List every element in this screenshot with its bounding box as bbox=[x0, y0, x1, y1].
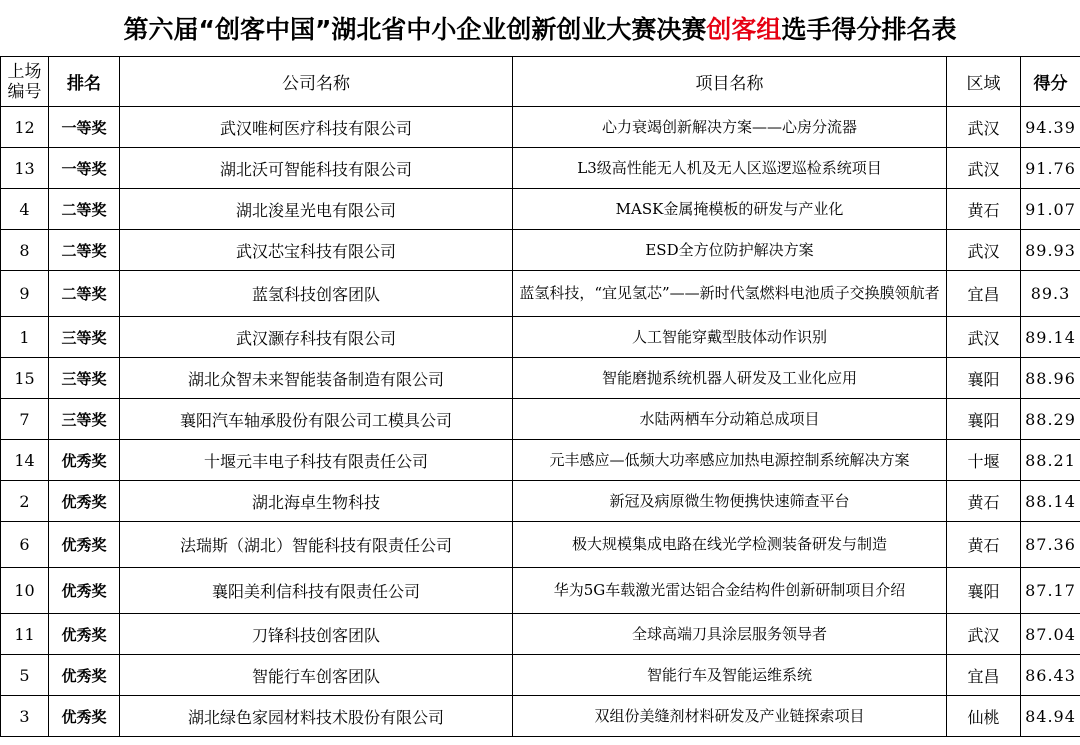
cell-no: 13 bbox=[1, 148, 49, 189]
cell-no: 6 bbox=[1, 522, 49, 568]
table-body bbox=[1, 107, 1080, 737]
cell-project: 水陆两栖车分动箱总成项目 bbox=[513, 399, 947, 440]
cell-project: 华为5G车载激光雷达铝合金结构件创新研制项目介绍 bbox=[513, 568, 947, 614]
cell-score: 91.07 bbox=[1021, 189, 1080, 230]
cell-rank: 二等奖 bbox=[49, 271, 120, 317]
cell-rank: 二等奖 bbox=[49, 189, 120, 230]
cell-company: 十堰元丰电子科技有限责任公司 bbox=[120, 440, 513, 481]
header-region: 区域 bbox=[947, 57, 1021, 107]
cell-company: 武汉芯宝科技有限公司 bbox=[120, 230, 513, 271]
cell-score: 88.96 bbox=[1021, 358, 1080, 399]
header-no: 上场编号 bbox=[1, 57, 49, 107]
cell-company: 刀锋科技创客团队 bbox=[120, 614, 513, 655]
cell-region: 宜昌 bbox=[947, 655, 1021, 696]
cell-no: 15 bbox=[1, 358, 49, 399]
table-row bbox=[1, 148, 1080, 189]
cell-company: 智能行车创客团队 bbox=[120, 655, 513, 696]
table-row bbox=[1, 522, 1080, 568]
cell-rank: 三等奖 bbox=[49, 399, 120, 440]
table-row bbox=[1, 696, 1080, 737]
cell-company: 武汉唯柯医疗科技有限公司 bbox=[120, 107, 513, 148]
header-rank: 排名 bbox=[49, 57, 120, 107]
cell-project: 全球高端刀具涂层服务领导者 bbox=[513, 614, 947, 655]
table-row bbox=[1, 358, 1080, 399]
cell-region: 武汉 bbox=[947, 230, 1021, 271]
cell-region: 武汉 bbox=[947, 317, 1021, 358]
cell-project: MASK金属掩模板的研发与产业化 bbox=[513, 189, 947, 230]
cell-company: 武汉灏存科技有限公司 bbox=[120, 317, 513, 358]
cell-project: 人工智能穿戴型肢体动作识别 bbox=[513, 317, 947, 358]
table-row bbox=[1, 399, 1080, 440]
cell-rank: 优秀奖 bbox=[49, 440, 120, 481]
page-title bbox=[0, 0, 1080, 56]
cell-company: 湖北海卓生物科技 bbox=[120, 481, 513, 522]
table-row bbox=[1, 107, 1080, 148]
cell-region: 武汉 bbox=[947, 614, 1021, 655]
table-row bbox=[1, 230, 1080, 271]
cell-no: 5 bbox=[1, 655, 49, 696]
cell-score: 86.43 bbox=[1021, 655, 1080, 696]
cell-rank: 一等奖 bbox=[49, 148, 120, 189]
cell-no: 4 bbox=[1, 189, 49, 230]
cell-region: 黄石 bbox=[947, 189, 1021, 230]
cell-company: 湖北绿色家园材料技术股份有限公司 bbox=[120, 696, 513, 737]
cell-region: 仙桃 bbox=[947, 696, 1021, 737]
cell-no: 11 bbox=[1, 614, 49, 655]
ranking-table bbox=[0, 56, 1080, 737]
cell-company: 湖北众智未来智能装备制造有限公司 bbox=[120, 358, 513, 399]
table-header-row bbox=[1, 57, 1080, 107]
cell-score: 87.04 bbox=[1021, 614, 1080, 655]
cell-region: 武汉 bbox=[947, 107, 1021, 148]
cell-project: 极大规模集成电路在线光学检测装备研发与制造 bbox=[513, 522, 947, 568]
cell-score: 89.3 bbox=[1021, 271, 1080, 317]
cell-project: 元丰感应—低频大功率感应加热电源控制系统解决方案 bbox=[513, 440, 947, 481]
cell-score: 88.14 bbox=[1021, 481, 1080, 522]
cell-score: 91.76 bbox=[1021, 148, 1080, 189]
cell-region: 襄阳 bbox=[947, 358, 1021, 399]
table-row bbox=[1, 481, 1080, 522]
cell-company: 襄阳汽车轴承股份有限公司工模具公司 bbox=[120, 399, 513, 440]
cell-no: 12 bbox=[1, 107, 49, 148]
cell-rank: 优秀奖 bbox=[49, 614, 120, 655]
cell-score: 87.17 bbox=[1021, 568, 1080, 614]
cell-company: 湖北浚星光电有限公司 bbox=[120, 189, 513, 230]
cell-project: 智能行车及智能运维系统 bbox=[513, 655, 947, 696]
cell-region: 襄阳 bbox=[947, 399, 1021, 440]
table-row bbox=[1, 568, 1080, 614]
table-row bbox=[1, 189, 1080, 230]
cell-score: 94.39 bbox=[1021, 107, 1080, 148]
cell-no: 2 bbox=[1, 481, 49, 522]
cell-no: 1 bbox=[1, 317, 49, 358]
cell-region: 十堰 bbox=[947, 440, 1021, 481]
cell-region: 襄阳 bbox=[947, 568, 1021, 614]
cell-score: 89.93 bbox=[1021, 230, 1080, 271]
table-row bbox=[1, 271, 1080, 317]
cell-rank: 二等奖 bbox=[49, 230, 120, 271]
cell-no: 14 bbox=[1, 440, 49, 481]
title-highlight: 创客组 bbox=[706, 15, 782, 44]
cell-no: 9 bbox=[1, 271, 49, 317]
cell-project: 智能磨抛系统机器人研发及工业化应用 bbox=[513, 358, 947, 399]
cell-no: 8 bbox=[1, 230, 49, 271]
cell-score: 88.29 bbox=[1021, 399, 1080, 440]
table-row bbox=[1, 440, 1080, 481]
cell-rank: 优秀奖 bbox=[49, 568, 120, 614]
table-row bbox=[1, 317, 1080, 358]
cell-project: ESD全方位防护解决方案 bbox=[513, 230, 947, 271]
cell-no: 10 bbox=[1, 568, 49, 614]
table-row bbox=[1, 614, 1080, 655]
title-prefix: 第六届“创客中国”湖北省中小企业创新创业大赛决赛 bbox=[123, 15, 707, 44]
cell-project: 双组份美缝剂材料研发及产业链探索项目 bbox=[513, 696, 947, 737]
cell-rank: 优秀奖 bbox=[49, 655, 120, 696]
cell-company: 襄阳美利信科技有限责任公司 bbox=[120, 568, 513, 614]
cell-rank: 优秀奖 bbox=[49, 481, 120, 522]
cell-score: 89.14 bbox=[1021, 317, 1080, 358]
table-row bbox=[1, 655, 1080, 696]
header-score: 得分 bbox=[1021, 57, 1080, 107]
cell-region: 黄石 bbox=[947, 522, 1021, 568]
cell-rank: 优秀奖 bbox=[49, 522, 120, 568]
cell-project: 心力衰竭创新解决方案——心房分流器 bbox=[513, 107, 947, 148]
cell-region: 武汉 bbox=[947, 148, 1021, 189]
header-company: 公司名称 bbox=[120, 57, 513, 107]
cell-no: 7 bbox=[1, 399, 49, 440]
cell-score: 84.94 bbox=[1021, 696, 1080, 737]
cell-project: L3级高性能无人机及无人区巡逻巡检系统项目 bbox=[513, 148, 947, 189]
cell-rank: 一等奖 bbox=[49, 107, 120, 148]
cell-score: 87.36 bbox=[1021, 522, 1080, 568]
title-suffix: 选手得分排名表 bbox=[781, 15, 957, 44]
cell-rank: 三等奖 bbox=[49, 317, 120, 358]
cell-score: 88.21 bbox=[1021, 440, 1080, 481]
cell-project: 新冠及病原微生物便携快速筛查平台 bbox=[513, 481, 947, 522]
cell-rank: 三等奖 bbox=[49, 358, 120, 399]
cell-company: 湖北沃可智能科技有限公司 bbox=[120, 148, 513, 189]
header-project: 项目名称 bbox=[513, 57, 947, 107]
cell-no: 3 bbox=[1, 696, 49, 737]
cell-region: 黄石 bbox=[947, 481, 1021, 522]
cell-region: 宜昌 bbox=[947, 271, 1021, 317]
cell-company: 蓝氢科技创客团队 bbox=[120, 271, 513, 317]
cell-project: 蓝氢科技，“宜见氢芯”——新时代氢燃料电池质子交换膜领航者 bbox=[513, 271, 947, 317]
cell-company: 法瑞斯（湖北）智能科技有限责任公司 bbox=[120, 522, 513, 568]
cell-rank: 优秀奖 bbox=[49, 696, 120, 737]
